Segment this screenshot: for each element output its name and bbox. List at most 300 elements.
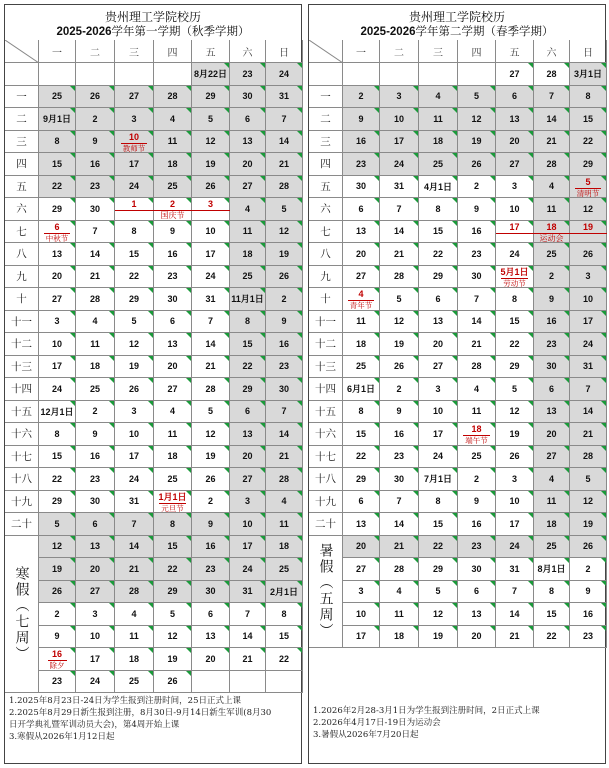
corner-marker — [601, 536, 606, 541]
corner-marker — [413, 221, 418, 226]
date-cell: 25 — [76, 378, 115, 401]
date-cell: 27 — [39, 288, 76, 311]
corner-marker — [224, 468, 229, 473]
date-cell: 15 — [419, 221, 458, 244]
corner-marker — [186, 626, 191, 631]
date-cell — [192, 671, 230, 694]
corner-marker — [70, 86, 75, 91]
corner-marker — [490, 243, 495, 248]
date-cell: 25 — [458, 446, 496, 469]
date-cell: 9 — [266, 311, 303, 334]
corner-marker — [528, 333, 533, 338]
corner-marker — [564, 626, 569, 631]
corner-marker — [109, 423, 114, 428]
date-cell: 23 — [534, 333, 570, 356]
corner-marker — [413, 153, 418, 158]
date-cell: 26 — [192, 468, 230, 491]
corner-marker — [564, 311, 569, 316]
date-cell: 23 — [230, 63, 266, 86]
date-cell: 18 — [419, 131, 458, 154]
date-cell: 29 — [570, 153, 607, 176]
corner-marker — [490, 86, 495, 91]
date-cell: 21 — [266, 153, 303, 176]
corner-marker — [109, 311, 114, 316]
corner-marker — [260, 536, 265, 541]
note-line: 1.2026年2月28-3月1日为学生报到注册时间，2日正式上课 — [313, 706, 540, 716]
date-cell: 7月1日 — [419, 468, 458, 491]
corner-marker — [224, 423, 229, 428]
week-number: 十七 — [5, 446, 39, 469]
corner-marker — [601, 603, 606, 608]
corner-marker — [374, 378, 379, 383]
corner-marker — [224, 153, 229, 158]
date-cell: 26 — [380, 356, 419, 379]
corner-marker — [564, 513, 569, 518]
corner-marker — [260, 108, 265, 113]
date-cell: 7 — [192, 311, 230, 334]
date-cell: 8 — [419, 198, 458, 221]
date-cell: 12 — [192, 423, 230, 446]
corner-marker — [260, 131, 265, 136]
date-cell: 31 — [266, 86, 303, 109]
date-cell: 14 — [76, 243, 115, 266]
date-cell: 2 — [458, 176, 496, 199]
date-cell: 10 — [115, 423, 154, 446]
corner-marker — [109, 558, 114, 563]
week-number: 七 — [309, 221, 343, 244]
corner-marker — [564, 491, 569, 496]
corner-marker — [297, 603, 302, 608]
date-cell: 21 — [380, 536, 419, 559]
corner-marker — [70, 266, 75, 271]
date-cell: 13 — [39, 243, 76, 266]
date-cell: 9 — [570, 581, 607, 604]
corner-marker — [109, 536, 114, 541]
corner-marker — [413, 86, 418, 91]
date-cell: 5 — [192, 401, 230, 424]
date-cell: 20 — [230, 446, 266, 469]
corner-marker — [224, 243, 229, 248]
holiday-date: 18 — [546, 221, 557, 232]
corner-marker — [186, 288, 191, 293]
date-cell: 3 — [76, 603, 115, 626]
vacation-text: 暑假（五周） — [317, 543, 334, 640]
corner-marker — [109, 401, 114, 406]
corner-marker — [109, 198, 114, 203]
date-cell: 3 — [343, 581, 380, 604]
corner-marker — [109, 108, 114, 113]
date-cell: 27 — [115, 86, 154, 109]
corner-marker — [224, 63, 229, 68]
corner-marker — [490, 266, 495, 271]
corner-marker — [186, 513, 191, 518]
corner-marker — [109, 333, 114, 338]
holiday-date: 5 — [585, 176, 591, 187]
corner-marker — [186, 648, 191, 653]
date-cell: 20 — [496, 131, 534, 154]
corner-marker — [186, 468, 191, 473]
date-cell: 26 — [570, 536, 607, 559]
corner-marker — [452, 603, 457, 608]
corner-marker — [413, 536, 418, 541]
corner-marker — [413, 378, 418, 383]
date-cell: 6 — [534, 378, 570, 401]
corner-marker — [374, 536, 379, 541]
date-cell: 20 — [39, 266, 76, 289]
date-cell: 28 — [534, 153, 570, 176]
corner-marker — [528, 176, 533, 181]
date-cell: 14 — [192, 333, 230, 356]
week-number: 九 — [309, 266, 343, 289]
date-cell: 12月1日 — [39, 401, 76, 424]
date-cell: 16 — [266, 333, 303, 356]
date-cell: 11 — [115, 626, 154, 649]
date-cell: 25 — [230, 266, 266, 289]
date-cell: 9 — [458, 198, 496, 221]
date-cell: 23 — [570, 626, 607, 649]
date-cell: 14 — [266, 131, 303, 154]
corner-marker — [186, 311, 191, 316]
date-cell: 5 — [115, 311, 154, 334]
corner-marker — [224, 108, 229, 113]
date-cell: 12 — [115, 333, 154, 356]
holiday-name: 清明节 — [576, 188, 600, 198]
date-cell: 13 — [154, 333, 192, 356]
corner-marker — [70, 378, 75, 383]
corner-marker — [224, 288, 229, 293]
corner-marker — [70, 671, 75, 676]
corner-marker — [564, 423, 569, 428]
corner-marker — [490, 356, 495, 361]
date-cell: 21 — [534, 131, 570, 154]
date-cell: 8 — [230, 311, 266, 334]
corner-marker — [148, 153, 153, 158]
corner-marker — [148, 603, 153, 608]
date-cell: 21 — [380, 243, 419, 266]
note-line: 日开学典礼暨军训动员大会)，第4周开始上课 — [9, 720, 180, 730]
date-cell: 10 — [230, 513, 266, 536]
corner-marker — [148, 491, 153, 496]
date-cell: 8月22日 — [192, 63, 230, 86]
corner-marker — [490, 131, 495, 136]
date-cell: 24 — [115, 468, 154, 491]
corner-marker — [601, 108, 606, 113]
date-cell: 7 — [496, 581, 534, 604]
corner-marker — [452, 288, 457, 293]
date-cell: 16 — [154, 243, 192, 266]
date-cell: 23 — [192, 558, 230, 581]
corner-marker — [148, 446, 153, 451]
corner-marker — [528, 108, 533, 113]
corner-marker — [452, 311, 457, 316]
date-cell: 27 — [154, 378, 192, 401]
date-cell: 13 — [458, 603, 496, 626]
date-cell: 6 — [192, 603, 230, 626]
corner-marker — [452, 401, 457, 406]
corner-marker — [297, 176, 302, 181]
corner-marker — [297, 131, 302, 136]
corner-marker — [490, 558, 495, 563]
date-cell: 6 — [496, 86, 534, 109]
corner-marker — [297, 311, 302, 316]
date-cell: 29 — [39, 198, 76, 221]
corner-marker — [70, 626, 75, 631]
date-cell: 29 — [419, 266, 458, 289]
corner-marker — [564, 378, 569, 383]
corner-marker — [224, 198, 229, 203]
date-cell: 21 — [496, 626, 534, 649]
corner-marker — [70, 468, 75, 473]
date-cell: 20 — [343, 536, 380, 559]
corner-marker — [224, 378, 229, 383]
corner-marker — [109, 626, 114, 631]
date-cell: 19 — [380, 333, 419, 356]
corner-marker — [109, 671, 114, 676]
date-cell: 20 — [76, 558, 115, 581]
date-cell: 20 — [419, 333, 458, 356]
corner-marker — [601, 558, 606, 563]
corner-marker — [452, 153, 457, 158]
date-cell: 28 — [534, 63, 570, 86]
date-cell: 20 — [192, 648, 230, 671]
corner-marker — [224, 491, 229, 496]
date-cell: 30 — [380, 468, 419, 491]
date-cell: 18 — [154, 153, 192, 176]
date-cell: 15 — [534, 603, 570, 626]
corner-marker — [528, 513, 533, 518]
date-cell: 16 — [380, 423, 419, 446]
corner-marker — [186, 401, 191, 406]
date-cell: 13 — [496, 108, 534, 131]
corner-marker — [297, 378, 302, 383]
corner-marker — [601, 378, 606, 383]
holiday-name: 除夕 — [49, 661, 65, 670]
date-cell: 20 — [343, 243, 380, 266]
weekday-header: 四 — [154, 40, 192, 63]
date-cell: 23 — [266, 356, 303, 379]
vacation-label — [309, 536, 343, 649]
holiday-name: 青年节 — [349, 301, 373, 310]
corner-marker — [413, 626, 418, 631]
date-cell: 14 — [230, 626, 266, 649]
corner-marker — [70, 401, 75, 406]
corner-marker — [70, 333, 75, 338]
corner-marker — [148, 513, 153, 518]
date-cell: 25 — [419, 153, 458, 176]
date-cell: 11 — [458, 401, 496, 424]
date-cell: 11 — [380, 603, 419, 626]
date-cell — [419, 63, 458, 86]
date-cell: 19 — [496, 423, 534, 446]
date-cell: 6月1日 — [343, 378, 380, 401]
date-cell: 7 — [266, 108, 303, 131]
corner-marker — [186, 581, 191, 586]
corner-marker — [148, 468, 153, 473]
corner-marker — [490, 333, 495, 338]
corner-marker — [601, 153, 606, 158]
corner-marker — [224, 131, 229, 136]
date-cell: 12 — [39, 536, 76, 559]
corner-marker — [528, 356, 533, 361]
date-cell: 28 — [380, 266, 419, 289]
weekday-header: 三 — [115, 40, 154, 63]
corner-marker — [70, 513, 75, 518]
holiday-cell — [496, 266, 534, 289]
week-number: 十二 — [5, 333, 39, 356]
date-cell: 12 — [570, 198, 607, 221]
date-cell: 14 — [534, 108, 570, 131]
corner-marker — [260, 603, 265, 608]
holiday-date: 2 — [169, 199, 175, 209]
corner-marker — [452, 626, 457, 631]
corner-marker — [224, 86, 229, 91]
corner-marker — [374, 333, 379, 338]
date-cell — [230, 671, 266, 694]
date-cell: 6 — [343, 198, 380, 221]
date-cell: 4 — [230, 198, 266, 221]
corner-marker — [564, 333, 569, 338]
corner-marker — [224, 221, 229, 226]
corner-marker — [148, 581, 153, 586]
date-cell: 2 — [380, 378, 419, 401]
date-cell: 16 — [458, 513, 496, 536]
weekday-header: 四 — [458, 40, 496, 63]
date-cell: 15 — [39, 446, 76, 469]
corner-marker — [452, 446, 457, 451]
date-cell: 22 — [115, 266, 154, 289]
corner-marker — [528, 266, 533, 271]
corner-marker — [297, 536, 302, 541]
date-cell: 29 — [154, 581, 192, 604]
corner-marker — [224, 401, 229, 406]
corner-marker — [564, 243, 569, 248]
corner-marker — [148, 311, 153, 316]
date-cell: 11 — [534, 198, 570, 221]
note-line: 3.暑假从2026年7月20日起 — [313, 730, 419, 740]
date-cell: 4 — [458, 378, 496, 401]
date-cell: 22 — [39, 176, 76, 199]
corner-marker — [297, 333, 302, 338]
weekday-header: 六 — [230, 40, 266, 63]
date-cell: 31 — [570, 356, 607, 379]
holiday-cell — [115, 131, 154, 154]
week-number: 四 — [5, 153, 39, 176]
holiday-date: 16 — [51, 649, 62, 659]
date-cell — [380, 63, 419, 86]
corner-marker — [260, 63, 265, 68]
date-cell: 3月1日 — [570, 63, 607, 86]
corner-marker — [564, 581, 569, 586]
week-number: 十九 — [5, 491, 39, 514]
corner-marker — [148, 378, 153, 383]
date-cell: 9 — [76, 423, 115, 446]
corner-marker — [148, 108, 153, 113]
date-cell: 3 — [115, 401, 154, 424]
date-cell: 22 — [230, 356, 266, 379]
corner-marker — [70, 603, 75, 608]
weekday-header: 五 — [496, 40, 534, 63]
date-cell: 15 — [39, 153, 76, 176]
corner-marker — [374, 311, 379, 316]
week-number: 十一 — [5, 311, 39, 334]
corner-marker — [186, 153, 191, 158]
date-cell: 17 — [39, 356, 76, 379]
date-cell: 18 — [76, 356, 115, 379]
corner-marker — [260, 626, 265, 631]
weekday-header: 二 — [76, 40, 115, 63]
week-number — [309, 63, 343, 86]
date-cell: 4 — [115, 603, 154, 626]
corner-marker — [224, 558, 229, 563]
week-number: 十八 — [5, 468, 39, 491]
date-cell: 8 — [570, 86, 607, 109]
date-cell: 25 — [343, 356, 380, 379]
corner-marker — [297, 513, 302, 518]
corner-marker — [528, 243, 533, 248]
date-cell: 19 — [458, 131, 496, 154]
holiday-cell — [570, 176, 607, 199]
date-cell: 5 — [192, 108, 230, 131]
week-number: 三 — [309, 131, 343, 154]
week-number: 二 — [309, 108, 343, 131]
date-cell: 11 — [154, 423, 192, 446]
corner-marker — [260, 153, 265, 158]
corner-marker — [260, 378, 265, 383]
corner-marker — [601, 401, 606, 406]
date-cell: 26 — [266, 266, 303, 289]
corner-marker — [260, 581, 265, 586]
date-cell: 15 — [115, 243, 154, 266]
corner-marker — [70, 198, 75, 203]
corner-marker — [109, 648, 114, 653]
corner-marker — [70, 288, 75, 293]
date-cell: 27 — [419, 356, 458, 379]
date-cell: 9 — [192, 513, 230, 536]
date-cell: 5 — [419, 581, 458, 604]
date-cell: 10 — [496, 198, 534, 221]
corner-marker — [109, 176, 114, 181]
week-number: 八 — [5, 243, 39, 266]
date-cell: 19 — [192, 153, 230, 176]
date-cell: 16 — [192, 536, 230, 559]
date-cell: 24 — [192, 266, 230, 289]
date-cell: 27 — [230, 176, 266, 199]
corner-marker — [186, 378, 191, 383]
week-number: 十二 — [309, 333, 343, 356]
date-cell: 26 — [570, 243, 607, 266]
date-cell: 15 — [154, 536, 192, 559]
date-cell: 12 — [266, 221, 303, 244]
corner-marker — [490, 311, 495, 316]
holiday-date: 6 — [54, 221, 60, 232]
corner-marker — [413, 288, 418, 293]
date-cell: 9 — [76, 131, 115, 154]
date-cell: 21 — [192, 356, 230, 379]
date-cell: 27 — [343, 266, 380, 289]
date-cell: 9 — [154, 221, 192, 244]
date-cell: 24 — [570, 333, 607, 356]
corner-marker — [490, 536, 495, 541]
date-cell: 29 — [115, 288, 154, 311]
corner-marker — [148, 333, 153, 338]
corner-marker — [564, 288, 569, 293]
date-cell: 26 — [496, 446, 534, 469]
corner-marker — [260, 513, 265, 518]
date-cell: 13 — [230, 423, 266, 446]
week-number: 四 — [309, 153, 343, 176]
vacation-text: 寒假（七周） — [13, 565, 30, 662]
date-cell: 9月1日 — [39, 108, 76, 131]
